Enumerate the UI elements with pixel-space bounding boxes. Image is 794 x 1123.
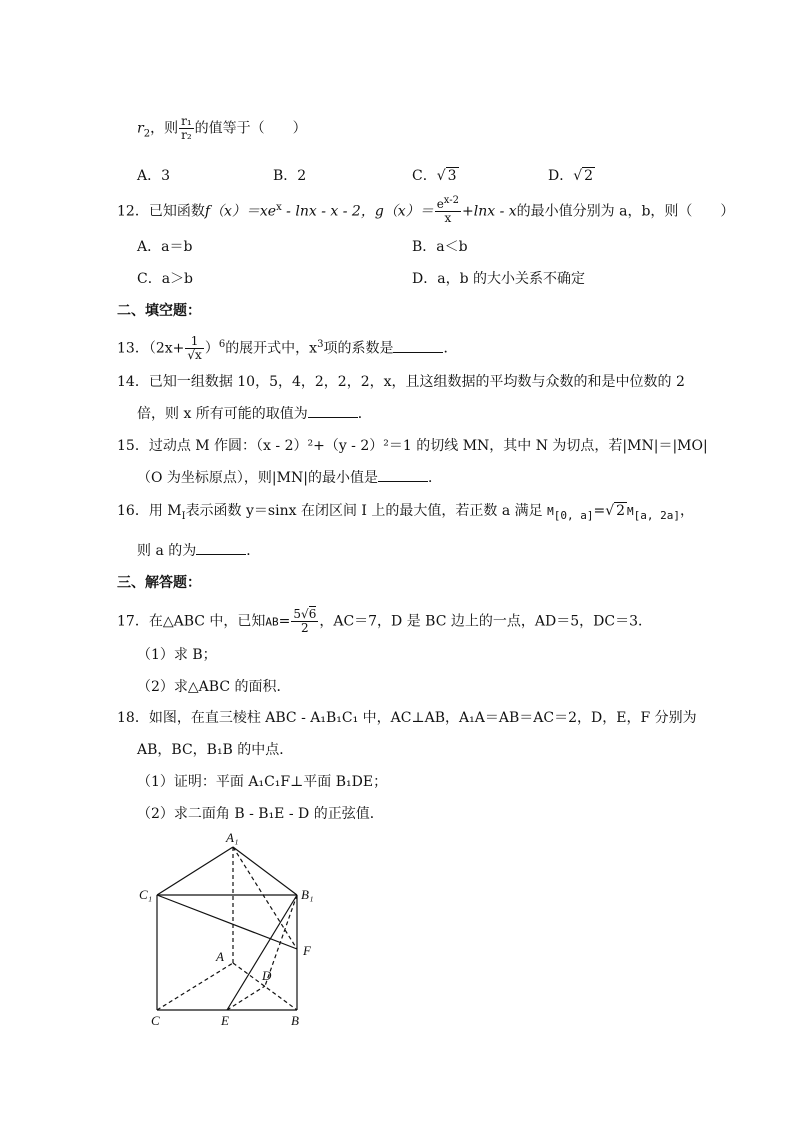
g-fraction: $\frac{e^{x-2}}{x}$ (436, 195, 460, 225)
label-B: B (291, 1013, 299, 1028)
q17-part1: （1）求 B； (137, 647, 217, 663)
section-fill-in-heading: 二、填空题： (117, 303, 201, 319)
label-F: F (303, 943, 311, 958)
label-B1: B₁ (301, 887, 314, 902)
q11-tail: $r_2$，则 $\frac{\text{r₁}}{\text{r₂}}$ 的值等于（ ） (137, 114, 307, 142)
q13: 13．（2x+ $\frac{1}{√x}$ ）$^6$的展开式中，$x^3$项的系数是 ． (117, 334, 458, 362)
q11-option-b: B．2 (273, 168, 307, 184)
q11-option-a: A．3 (137, 168, 171, 184)
q16-line1: 16．用 $M_I$表示函数 y＝sinx 在闭区间 I 上的最大值，若正数 a 满足 $M_{[0, a]}=√$ 2 $M_{[a, 2a]}$， (117, 503, 695, 522)
label-A: A (216, 949, 224, 964)
q12-option-a: A．a＝b (137, 239, 193, 255)
answer-blank[interactable] (308, 405, 358, 418)
r-symbol: r (137, 120, 144, 137)
q12-option-c: C．a＞b (137, 271, 194, 287)
q15-line2: （O 为坐标原点），则|MN|的最小值是 ． (137, 470, 442, 486)
answer-blank[interactable] (196, 542, 246, 555)
section-solutions-heading: 三、解答题： (117, 575, 201, 591)
label-D: D (262, 968, 272, 983)
q12-option-d: D．a，b 的大小关系不确定 (412, 271, 585, 287)
answer-blank[interactable] (393, 340, 443, 353)
q11-option-d: D．√ 2 (548, 168, 594, 184)
q18-line2: AB，BC，B₁B 的中点． (137, 742, 294, 758)
q14-line2: 倍，则 x 所有可能的取值为 ． (137, 406, 372, 422)
q12-option-b: B．a＜b (412, 239, 468, 255)
q14-line1: 14．已知一组数据 10，5，4，2，2，2，x，且这组数据的平均数与众数的和是中位数的 2 (117, 374, 685, 390)
q17-stem: 17．在△ABC 中，已知AB= $\frac{5√6}{2}$ ，AC＝7，D 是 BC 边上的一点，AD＝5，DC＝3． (117, 607, 652, 635)
answer-blank[interactable] (378, 469, 428, 482)
prism-figure (130, 825, 330, 1035)
q17-part2: （2）求△ABC 的面积． (137, 679, 291, 695)
label-E: E (221, 1013, 229, 1028)
q18-line1: 18．如图，在直三棱柱 ABC - A₁B₁C₁ 中，AC⊥AB，A₁A＝AB＝AC＝2，D，E，F 分别为 (117, 710, 697, 726)
q12-stem: 12．已知函数$f(x)=xe^x - \ln x - x - 2$，g（x）＝ $\frac{e^{x-2}}{x}$ +lnx - x的最小值分别为 a，b，则（ ） (117, 195, 735, 225)
label-A1: A₁ (226, 830, 239, 845)
q18-part1: （1）证明：平面 A₁C₁F⊥平面 B₁DE； (137, 774, 388, 790)
q11-option-c: C．√ 3 (412, 168, 457, 184)
label-C1: C₁ (139, 887, 153, 902)
label-C: C (151, 1013, 160, 1028)
ratio-fraction: $\frac{\text{r₁}}{\text{r₂}}$ (181, 114, 192, 142)
q15-line1: 15．过动点 M 作圆：（x - 2）²+（y - 2）²＝1 的切线 MN，其中 N 为切点，若|MN|＝|MO| (117, 438, 708, 454)
q16-line2: 则 a 的为 ． (137, 543, 261, 559)
q18-part2: （2）求二面角 B - B₁E - D 的正弦值． (137, 806, 384, 822)
